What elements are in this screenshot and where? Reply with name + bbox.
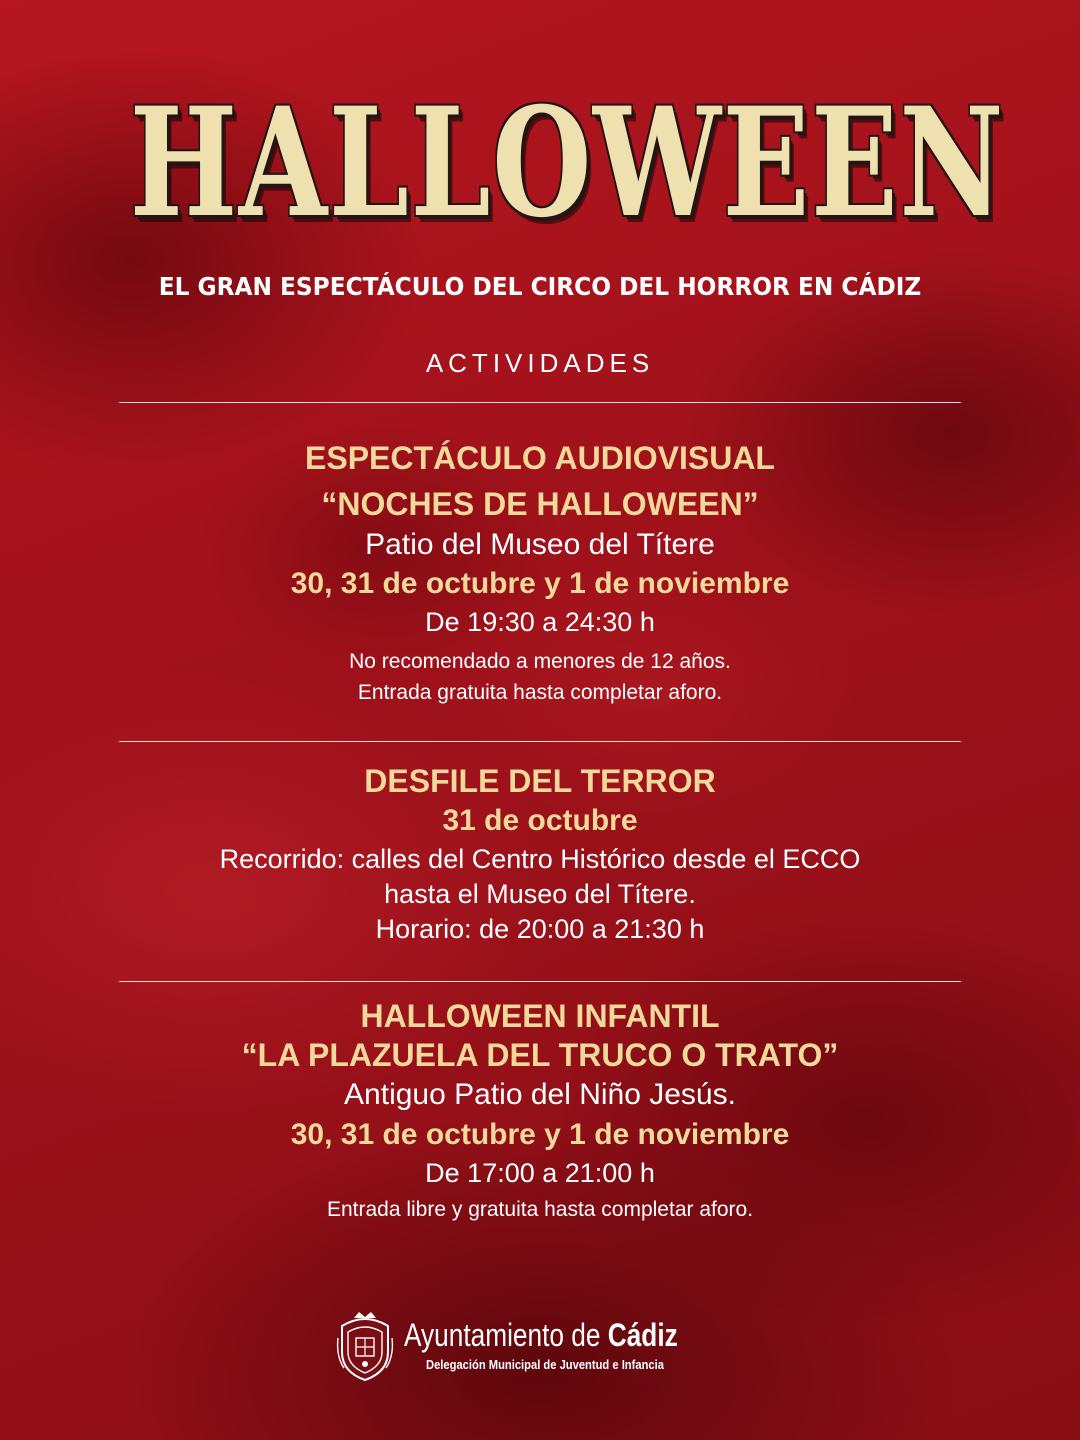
- event-2-time: Horario: de 20:00 a 21:30 h: [375, 914, 705, 944]
- coat-of-arms-icon: [334, 1308, 396, 1384]
- divider-1: [119, 741, 961, 742]
- divider-2: [119, 981, 961, 982]
- event-2-route-line-2: hasta el Museo del Títere.: [384, 879, 696, 909]
- event-3-category: HALLOWEEN INFANTIL: [360, 998, 720, 1034]
- poster-subtitle: EL GRAN ESPECTÁCULO DEL CIRCO DEL HORROR EN CÁDIZ: [158, 272, 922, 301]
- event-1-note-age: No recomendado a menores de 12 años.: [349, 650, 731, 673]
- event-3-place: Antiguo Patio del Niño Jesús.: [344, 1078, 736, 1111]
- event-1-note-entry: Entrada gratuita hasta completar aforo.: [357, 681, 723, 704]
- organizer-prefix: Ayuntamiento de: [404, 1317, 608, 1353]
- event-2-dates: 31 de octubre: [442, 804, 638, 837]
- organizer-name: [404, 1318, 678, 1352]
- event-3-name: “LA PLAZUELA DEL TRUCO O TRATO”: [241, 1037, 839, 1073]
- event-1-dates: 30, 31 de octubre y 1 de noviembre: [290, 567, 790, 600]
- poster-title: HALLOWEEN: [129, 75, 1006, 251]
- event-3-time: De 17:00 a 21:00 h: [425, 1158, 655, 1188]
- organizer-city: Cádiz: [607, 1317, 678, 1353]
- divider-top: [119, 402, 961, 403]
- event-1-name: “NOCHES DE HALLOWEEN”: [321, 486, 759, 522]
- event-1-place: Patio del Museo del Títere: [365, 528, 715, 561]
- event-3-dates: 30, 31 de octubre y 1 de noviembre: [290, 1118, 790, 1151]
- section-label-activities: ACTIVIDADES: [425, 348, 655, 378]
- event-3-note-entry: Entrada libre y gratuita hasta completar aforo.: [326, 1198, 754, 1221]
- event-2-name: DESFILE DEL TERROR: [364, 763, 716, 799]
- event-1-category: ESPECTÁCULO AUDIOVISUAL: [305, 440, 775, 476]
- footer-organizer: [334, 1308, 714, 1384]
- event-1-time: De 19:30 a 24:30 h: [425, 607, 655, 637]
- event-2-route-line-1: Recorrido: calles del Centro Histórico desde el ECCO: [219, 844, 861, 874]
- organizer-department: Delegación Municipal de Juventud e Infancia: [426, 1357, 664, 1372]
